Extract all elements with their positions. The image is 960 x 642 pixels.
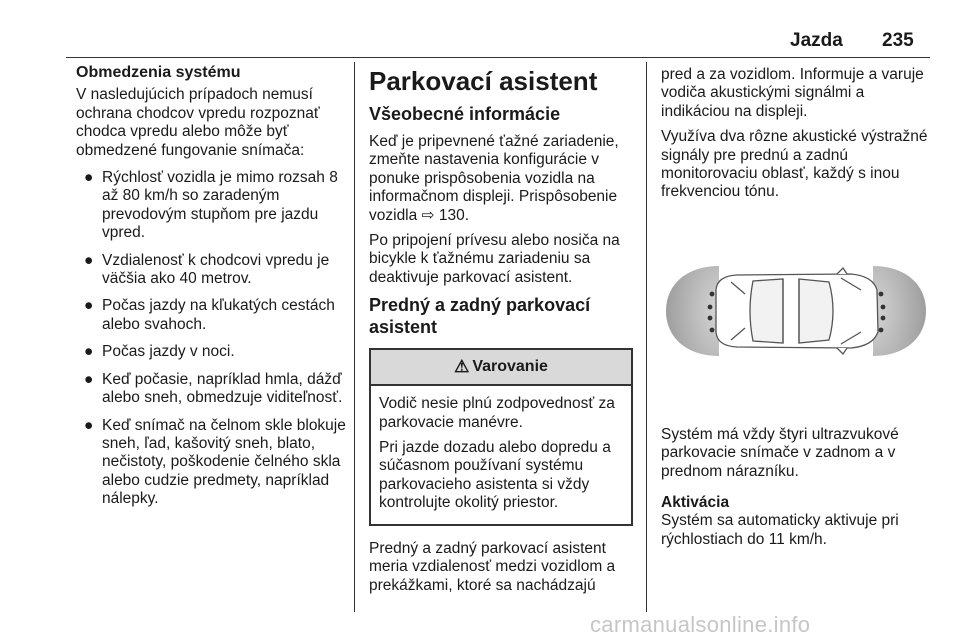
warning-body <box>371 386 631 523</box>
car-sensor-zones-illustration <box>661 210 931 412</box>
list-item: ● Rýchlosť vozidla je mimo rozsah 8 až 80 km/h so zaradeným prevodovým stupňom pre jazdu vpred. <box>84 169 338 242</box>
list-item: ● Vzdialenosť k chodcovi vpredu je väčšia ako 40 metrov. <box>84 251 330 288</box>
sensor-dot <box>708 315 713 320</box>
list-item: ● Počas jazdy na kľukatých cestách alebo svahoch. <box>84 297 335 333</box>
warning-header <box>371 350 631 386</box>
warning-title: Varovanie <box>472 358 548 376</box>
warning-box <box>369 348 633 525</box>
general-info-heading: Všeobecné informácie <box>369 104 561 124</box>
section-title: Jazda <box>790 30 843 51</box>
sensor-dot <box>881 304 886 309</box>
activation-paragraph: Systém sa automaticky aktivuje pri rýchlostiach do 11 km/h. <box>661 512 899 548</box>
column-middle <box>369 66 633 602</box>
sensors-paragraph: Systém má vždy štyri ultrazvukové parkovacie snímače v zadnom a v prednom nárazníku. <box>661 425 899 480</box>
list-item: ● Keď počasie, napríklad hmla, dážď alebo sneh, obmedzuje viditeľnosť. <box>84 370 343 407</box>
watermark: carmanualsonline.info <box>590 612 811 637</box>
column-divider-2 <box>646 62 647 612</box>
parking-assist-title: Parkovací asistent <box>369 66 598 96</box>
bullet-icon: ● <box>84 251 94 269</box>
bullet-icon: ● <box>84 343 94 361</box>
bullet-icon: ● <box>84 169 94 187</box>
trailer-paragraph: Po pripojení prívesu alebo nosiča na bicykle k ťažnému zariadeniu sa deaktivuje parkovací asistent. <box>369 232 620 286</box>
header-divider <box>66 57 930 58</box>
column-right <box>661 66 931 556</box>
column-left <box>76 64 348 518</box>
sensor-dot <box>879 327 884 332</box>
sensor-dot <box>710 327 715 332</box>
system-limits-heading: Obmedzenia systému <box>76 64 241 81</box>
car-top-view-icon <box>716 268 878 354</box>
activation-heading: Aktivácia <box>661 494 730 512</box>
bullet-icon: ● <box>84 370 94 388</box>
list-item: ● Keď snímač na čelnom skle blokuje sneh, ľad, kašovitý sneh, blato, nečistoty, poškodenie čelného skla alebo cudzie predmety, napríklad nálepky. <box>84 416 346 508</box>
front-sensor-zone <box>873 266 926 356</box>
parking-sensor-figure <box>661 210 931 412</box>
assist-description: Predný a zadný parkovací asistent meria vzdialenosť medzi vozidlom a prekážkami, ktoré sa nachádzajú <box>369 539 616 594</box>
system-limits-intro: V nasledujúcich prípadoch nemusí ochrana chodcov vpredu rozpoznať chodca vpredu alebo môže byť obmedzené fungovanie snímača: <box>76 86 320 159</box>
warning-text-2: Pri jazde dozadu alebo dopredu a súčasnom používaní systému parkovacieho asistenta si vždy kontrolujte okolitý priestor. <box>379 439 611 512</box>
acoustic-signals-paragraph: Využíva dva rôzne akustické výstražné signály pre prednú a zadnú monitorovaciu oblasť, každý s inou frekvenciou tónu. <box>661 128 928 201</box>
warning-triangle-icon: ⚠ <box>454 357 470 377</box>
sensor-dot <box>879 291 884 296</box>
limits-list <box>76 169 348 509</box>
front-rear-assist-heading: Predný a zadný parkovací asistent <box>369 295 591 338</box>
sensor-dot <box>710 291 715 296</box>
sensor-dot <box>708 304 713 309</box>
bullet-icon: ● <box>84 297 94 315</box>
warning-text-1: Vodič nesie plnú zodpovednosť za parkovacie manévre. <box>379 395 615 431</box>
page-number: 235 <box>882 30 914 51</box>
warning-signals-paragraph: pred a za vozidlom. Informuje a varuje vodiča akustickými signálmi a indikáciou na displeji. <box>661 66 924 120</box>
column-divider-1 <box>354 62 355 612</box>
list-item: ● Počas jazdy v noci. <box>84 343 235 361</box>
bullet-icon: ● <box>84 416 94 434</box>
sensor-dot <box>881 315 886 320</box>
general-info-paragraph: Keď je pripevnené ťažné zariadenie, zmeňte nastavenia konfigurácie v ponuke prispôsobenia vozidla na informačnom displeji. Prispôsobenie vozidla ⇨ 130. <box>369 133 619 224</box>
rear-sensor-zone <box>666 266 719 356</box>
